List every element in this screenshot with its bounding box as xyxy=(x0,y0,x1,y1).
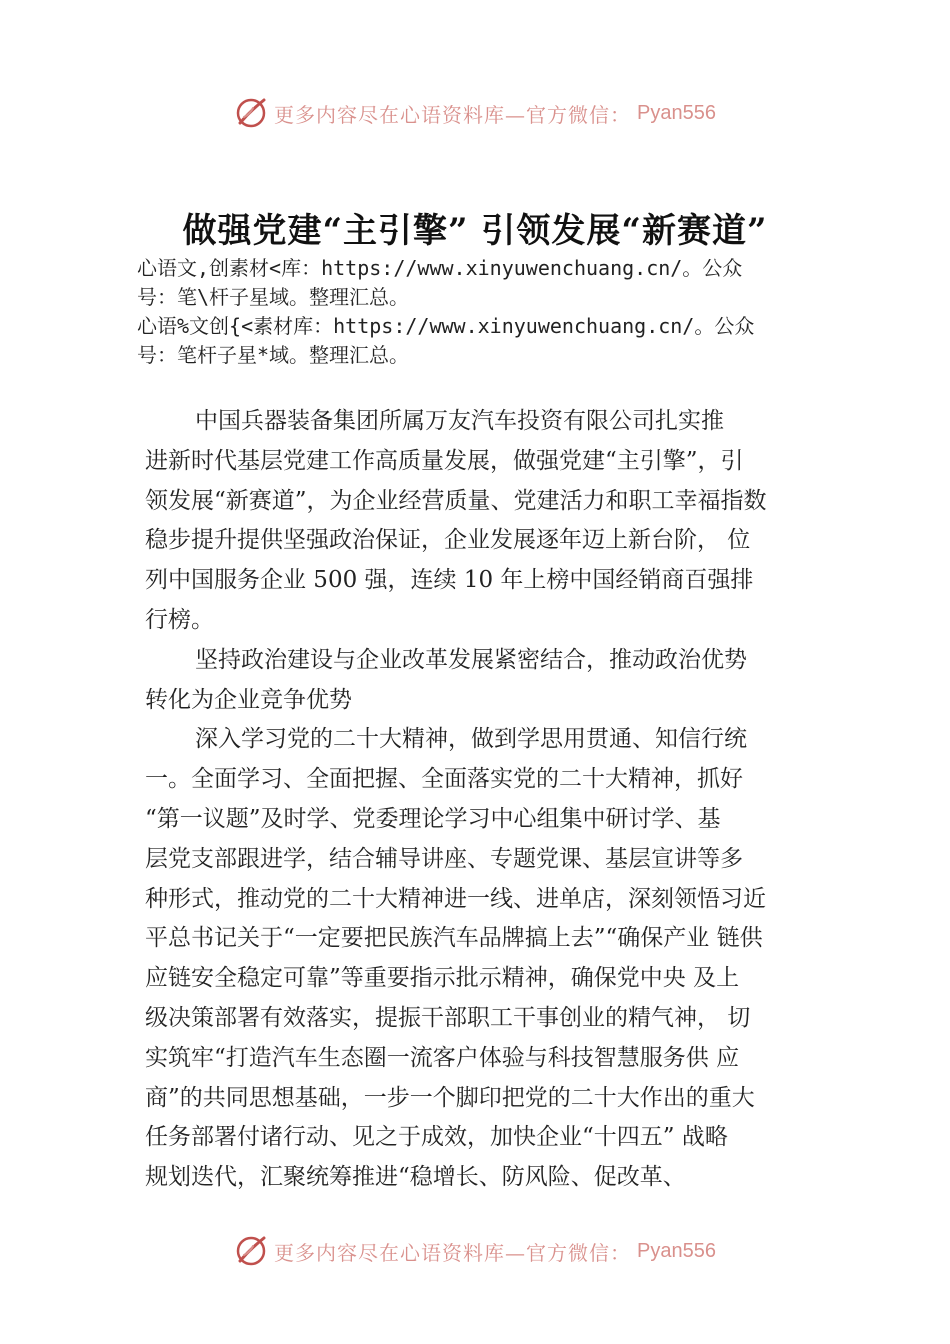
body-line: 种形式，推动党的二十大精神进一线、进单店，深刻领悟习近 xyxy=(145,885,766,912)
section-heading-line: 转化为企业竞争优势 xyxy=(145,686,352,713)
body-line: 平总书记关于“一定要把民族汽车品牌搞上去”“确保产业 链供 xyxy=(145,925,763,952)
body-line: 应链安全稳定可靠”等重要指示批示精神，确保党中央 及上 xyxy=(145,965,740,992)
footer-banner xyxy=(0,1234,950,1268)
body-line: 列中国服务企业 500 强，连续 10 年上榜中国经销商百强排 xyxy=(145,567,754,594)
body-line: 一。全面学习、全面把握、全面落实党的二十大精神，抓好 xyxy=(145,766,743,793)
note-line: 号：笔\杆子星域。整理汇总。 xyxy=(137,285,410,309)
note-line: 心语%文创{<素材库：https://www.xinyuwenchuang.cn/。公众 xyxy=(137,314,755,338)
body-line: 稳步提升提供坚强政治保证，企业发展逐年迈上新台阶， 位 xyxy=(145,527,751,554)
header-banner xyxy=(0,96,950,130)
source-notes xyxy=(137,254,847,370)
body-line: 行榜。 xyxy=(145,606,214,633)
body-line: 层党支部跟进学，结合辅导讲座、专题党课、基层宣讲等多 xyxy=(145,845,743,872)
body-line: 实筑牢“打造汽车生态圈一流客户体验与科技智慧服务供 应 xyxy=(145,1044,740,1071)
body-line: 领发展“新赛道”，为企业经营质量、党建活力和职工幸福指数 xyxy=(145,487,767,514)
document-body xyxy=(145,402,835,1198)
body-line: 中国兵器装备集团所属万友汽车投资有限公司扎实推 xyxy=(195,408,724,434)
body-line: 规划迭代，汇聚统筹推进“稳增长、防风险、促改革、 xyxy=(145,1164,686,1191)
body-line: 级决策部署有效落实，提振干部职工干事创业的精气神， 切 xyxy=(145,1004,751,1031)
body-line: “第一议题”及时学、党委理论学习中心组集中研讨学、基 xyxy=(145,805,721,832)
body-line: 深入学习党的二十大精神，做到学思用贯通、知信行统 xyxy=(195,726,747,753)
banner-wechat-id: Pyan556 xyxy=(637,101,716,124)
note-line: 心语文,创素材<库：https://www.xinyuwenchuang.cn/。公众 xyxy=(137,256,743,280)
brush-logo-icon xyxy=(234,1234,268,1268)
brush-logo-icon xyxy=(234,96,268,130)
banner-wechat-id: Pyan556 xyxy=(637,1239,716,1262)
document-title: 做强党建“主引擎” 引领发展“新赛道” xyxy=(182,211,768,251)
banner-text: 更多内容尽在心语资料库—官方微信： xyxy=(274,1240,632,1265)
body-line: 商”的共同思想基础，一步一个脚印把党的二十大作出的重大 xyxy=(145,1084,755,1111)
body-line: 任务部署付诸行动、见之于成效，加快企业“十四五” 战略 xyxy=(145,1124,728,1151)
section-heading-line: 坚持政治建设与企业改革发展紧密结合，推动政治优势 xyxy=(195,646,747,673)
note-line: 号：笔杆子星*域。整理汇总。 xyxy=(137,343,410,367)
body-line: 进新时代基层党建工作高质量发展，做强党建“主引擎”，引 xyxy=(145,447,744,474)
banner-text: 更多内容尽在心语资料库—官方微信： xyxy=(274,102,632,127)
